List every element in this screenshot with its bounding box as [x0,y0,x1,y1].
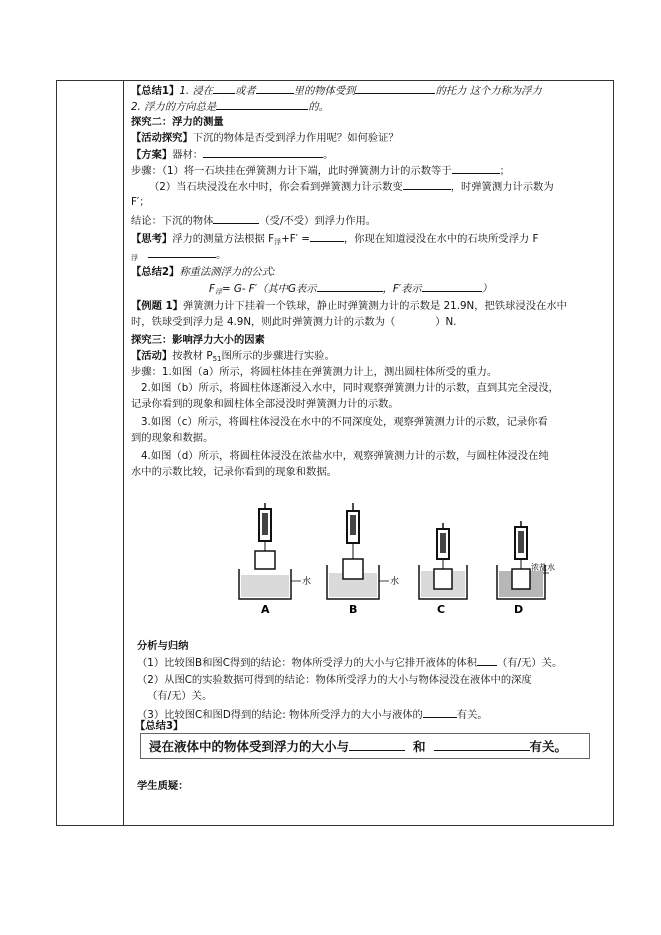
blank [434,740,530,751]
formula-line: $F_浮= G-$ F′（其中G表示 ，F′表示 ） [209,283,492,296]
example1-line1: 【例题 1】弹簧测力计下挂着一个铁球，静止时弹簧测力计的示数是 21.9N，把铁球浸没在水中 [131,300,567,312]
think-cont: $_浮$ 。 [131,249,227,262]
label-d: D [514,603,524,616]
example1-line2: 时，铁球受到浮力是 4.9N，则此时弹簧测力计的示数为（ ）N. [131,316,457,328]
water-label: 水 [302,577,312,587]
blank [216,99,308,110]
step3-3a: 3.如图（c）所示，将圆柱体浸没在水中的不同深度处，观察弹簧测力计的示数，记录你看 [141,416,548,428]
brine-label: 浓盐水 [531,563,555,572]
label-c: C [437,603,446,616]
summary1-line2: 2. 浮力的方向总是 的。 [131,101,329,113]
summary1-tag: 【总结1】 [131,85,180,97]
figure-c [419,523,467,616]
blank [422,281,482,292]
student-questions-label: 学生质疑： [137,780,189,792]
analysis-2a: （2）从图C的实验数据可得到的结论：物体所受浮力的大小与物体浸没在液体中的深度 [137,674,532,686]
blank [256,83,294,94]
blank [349,740,405,751]
blank [403,179,451,190]
blank [203,147,323,158]
blank [317,281,383,292]
section2-title: 探究二：浮力的测量 [131,116,224,128]
worksheet-table [56,80,614,826]
blank [213,213,259,224]
step3-2a: 2.如图（b）所示，将圆柱体逐渐浸入水中，同时观察弹簧测力计的示数，直到其完全浸没， [141,382,559,394]
label-b: B [349,603,358,616]
step3-4a: 4.如图（d）所示，将圆柱体浸没在浓盐水中，观察弹簧测力计的示数，与圆柱体浸没在纯 [141,450,549,462]
blank [213,83,235,94]
activity-line: 【活动探究】下沉的物体是否受到浮力作用呢？如何验证？ [131,132,399,144]
plan-line: 【方案】器材： 。 [131,149,334,161]
analysis-title: 分析与归纳 [137,640,189,652]
figure-b [327,503,399,616]
step3-3b: 到的现象和数据。 [131,432,214,444]
think-line: 【思考】浮力的测量方法根据 $F_浮+F'$ = ，你现在知道浸没在水中的石块所受浮力 F [131,233,539,246]
summary1-line1: 【总结1】1. 浸在 或者 里的物体受到 的托力 这个力称为浮力 [131,85,542,97]
analysis-2b: （有/无）关。 [147,690,213,702]
water-label: 水 [390,577,400,587]
step2-cont: F′； [131,196,150,208]
left-margin-column [57,81,124,825]
analysis-3: （3）比较图C和图D得到的结论: 物体所受浮力的大小与液体的 有关。 [137,709,488,721]
section3-title: 探究三：影响浮力大小的因素 [131,334,265,346]
blank [310,231,344,242]
step1-line: 步骤：（1）将一石块挂在弹簧测力计下端，此时弹簧测力计的示数等于 ； [131,165,510,177]
experiment-figure [231,503,555,623]
figure-a [239,503,311,616]
step3-4b: 水中的示数比较，记录你看到的现象和数据。 [131,466,337,478]
analysis-1: （1）比较图B和图C得到的结论：物体所受浮力的大小与它排开液体的体积 （有/无）关。 [137,657,563,669]
label-a: A [261,603,270,616]
blank [148,247,216,258]
summary3-tag: 【总结3】 [135,720,184,732]
step3-1: 步骤：1.如图（a）所示，将圆柱体挂在弹簧测力计上，测出圆柱体所受的重力。 [131,366,498,378]
blank [355,83,435,94]
blank [477,655,497,666]
step3-2b: 记录你看到的现象和圆柱体全部浸没时弹簧测力计的示数。 [131,398,399,410]
summary3-box: 浸在液体中的物体受到浮力的大小与 和 有关。 [140,733,590,759]
blank [452,163,500,174]
summary2-line: 【总结2】称重法测浮力的公式: [131,266,276,278]
activity3-line: 【活动】按教材 $P_{51}$图所示的步骤进行实验。 [131,350,335,363]
step2-line: （2）当石块浸没在水中时，你会看到弹簧测力计示数变 ，时弹簧测力计示数为 [149,181,554,193]
conclusion-line: 结论：下沉的物体 （受/不受）到浮力作用。 [131,215,377,227]
blank [423,707,457,718]
